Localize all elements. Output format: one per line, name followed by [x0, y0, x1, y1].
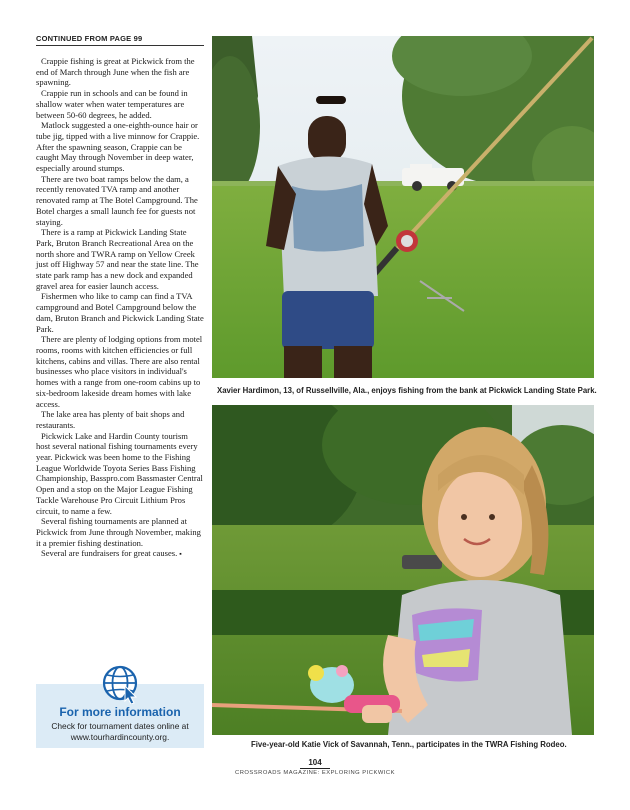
photo-teen-fishing [212, 36, 594, 378]
article-paragraph: Crappie run in schools and can be found in shallow water when water temperatures are between 50-60 degrees, he added. [36, 88, 188, 120]
publication-footer: CROSSROADS MAGAZINE: EXPLORING PICKWICK [235, 770, 395, 776]
article-paragraph-last [36, 548, 204, 560]
article-paragraph: Several fishing tournaments are planned at Pickwick from June through November, making it a premier fishing destination. [36, 516, 201, 548]
page-number: 104 [300, 758, 330, 769]
header-rule [36, 45, 204, 46]
article-paragraph: There are two boat ramps below the dam, a recently renovated TVA ramp and another renovated ramp at The Botel Campground. The Botel charges a small launch fee for guests not staying. [36, 173, 198, 227]
photo-girl-fishing [212, 405, 594, 735]
article-paragraph: There are plenty of lodging options from motel rooms, rooms with kitchen efficiencies or full kitchens, cabins and villas. There are also rental businesses who place visitors in individual's homes with a range from one-room cabins up to six-bedroom lakeside dream homes with lake access. [36, 334, 203, 409]
info-title: For more information [59, 705, 181, 719]
photo1-caption: Xavier Hardimon, 13, of Russellville, Ala., enjoys fishing from the bank at Pickwick Landing State Park. [217, 386, 597, 395]
photo2-caption: Five-year-old Katie Vick of Savannah, Tenn., participates in the TWRA Fishing Rodeo. [251, 740, 567, 749]
article-paragraph: Matlock suggested a one-eighth-ounce hair or tube jig, tipped with a live minnow for Crappie. After the spawning season, Crappie can be caught May through November in deep water, especially around stumps. [36, 120, 200, 174]
article-paragraph: Fishermen who like to camp can find a TVA campground and Botel Campground below the dam, Bruton Branch and Pickwick Landing State Park. [36, 291, 204, 334]
article-body [36, 56, 204, 560]
article-paragraph-text: Several are fundraisers for great causes. [41, 548, 178, 559]
article-paragraph: There is a ramp at Pickwick Landing State Park, Bruton Branch Recreational Area on the north shore and TWRA ramp on Yellow Creek just off Highway 57 and near the state line. The state park ramp has a new dock and expanded gravel area for easier launch access. [36, 227, 199, 291]
continued-from-label: CONTINUED FROM PAGE 99 [36, 34, 143, 43]
globe-cursor-icon [101, 664, 141, 704]
article-paragraph: Pickwick Lake and Hardin County tourism host several national fishing tournaments every year. Pickwick was been home to the Fishing League Worldwide Toyota Series Bass Fishing Championship, Basspro.com Bassmaster Central Open and a stop on the Major League Fishing Tackle Warehouse Pro Circuit Lithium Pros circuit, to name a few. [36, 430, 203, 516]
info-text: Check for tournament dates online at www.tourhardincounty.org. [51, 721, 189, 742]
end-mark: ▪ [179, 550, 182, 559]
article-paragraph: The lake area has plenty of bait shops and restaurants. [36, 409, 185, 430]
article-paragraph: Crappie fishing is great at Pickwick from the end of March through June when the fish are spawning. [36, 56, 195, 88]
